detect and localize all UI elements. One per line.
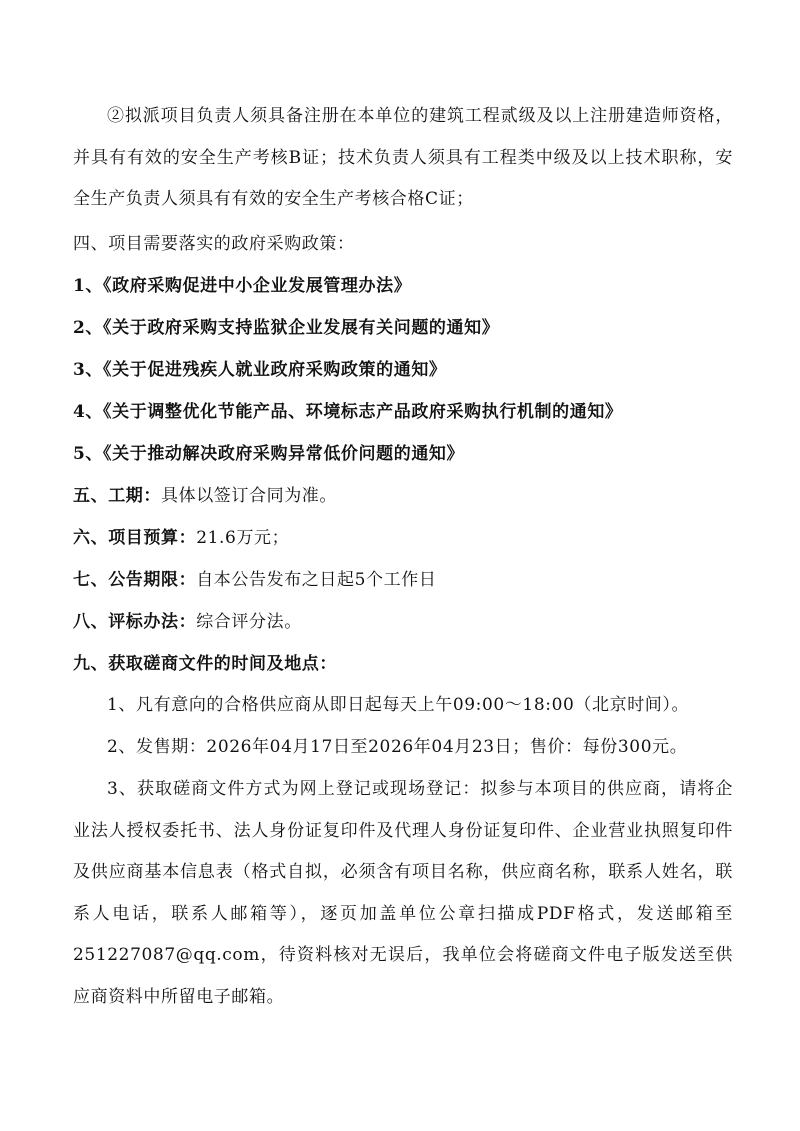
section-5-value: 具体以签订合同为准。 xyxy=(161,486,337,506)
section-9-heading: 九、获取磋商文件的时间及地点： xyxy=(73,654,337,674)
policy-item-5: 5、《关于推动解决政府采购异常低价问题的通知》 xyxy=(73,444,465,464)
policy-item-3: 3、《关于促进残疾人就业政府采购政策的通知》 xyxy=(73,360,447,380)
section-9-item-3: 3、获取磋商文件方式为网上登记或现场登记：拟参与本项目的供应商，请将企业法人授权委托书、法人身份证复印件及代理人身份证复印件、企业营业执照复印件及供应商基本信息表（格式自拟，必须含有项目名称，供应商名称，联系人姓名，联系人电话，联系人邮箱等），逐页加盖单位公章扫描成PDF格式，发送邮箱至251227087@qq.com，待资料核对无误后，我单位会将磋商文件电子版发送至供应商资料中所留电子邮箱。 xyxy=(73,779,733,1007)
section-4-heading: 四、项目需要落实的政府采购政策： xyxy=(73,234,355,254)
section-7-label: 七、公告期限： xyxy=(73,570,197,590)
policy-item-4: 4、《关于调整优化节能产品、环境标志产品政府采购执行机制的通知》 xyxy=(73,402,623,422)
section-6-label: 六、项目预算： xyxy=(73,528,197,548)
section-8-label: 八、评标办法： xyxy=(73,612,197,632)
section-6-budget xyxy=(73,517,733,559)
intro-paragraph: ②拟派项目负责人须具备注册在本单位的建筑工程贰级及以上注册建造师资格，并具有有效的安全生产考核B证；技术负责人须具有工程类中级及以上技术职称，安全生产负责人须具有有效的安全生产考核合格C证； xyxy=(73,106,733,210)
section-8-evaluation-method xyxy=(73,601,733,643)
section-9-item-2: 2、发售期：2026年04月17日至2026年04月23日；售价：每份300元。 xyxy=(107,737,688,757)
section-8-value: 综合评分法。 xyxy=(196,612,302,632)
section-5-label: 五、工期： xyxy=(73,486,161,506)
section-9-item-1: 1、凡有意向的合格供应商从即日起每天上午09:00～18:00（北京时间）。 xyxy=(107,695,690,715)
section-5-construction-period xyxy=(73,475,733,517)
policy-item-2: 2、《关于政府采购支持监狱企业发展有关问题的通知》 xyxy=(73,318,500,338)
section-7-notice-period xyxy=(73,559,733,601)
section-6-value: 21.6万元； xyxy=(196,528,290,548)
section-7-value: 自本公告发布之日起5个工作日 xyxy=(196,570,437,590)
policy-item-1: 1、《政府采购促进中小企业发展管理办法》 xyxy=(73,276,412,296)
